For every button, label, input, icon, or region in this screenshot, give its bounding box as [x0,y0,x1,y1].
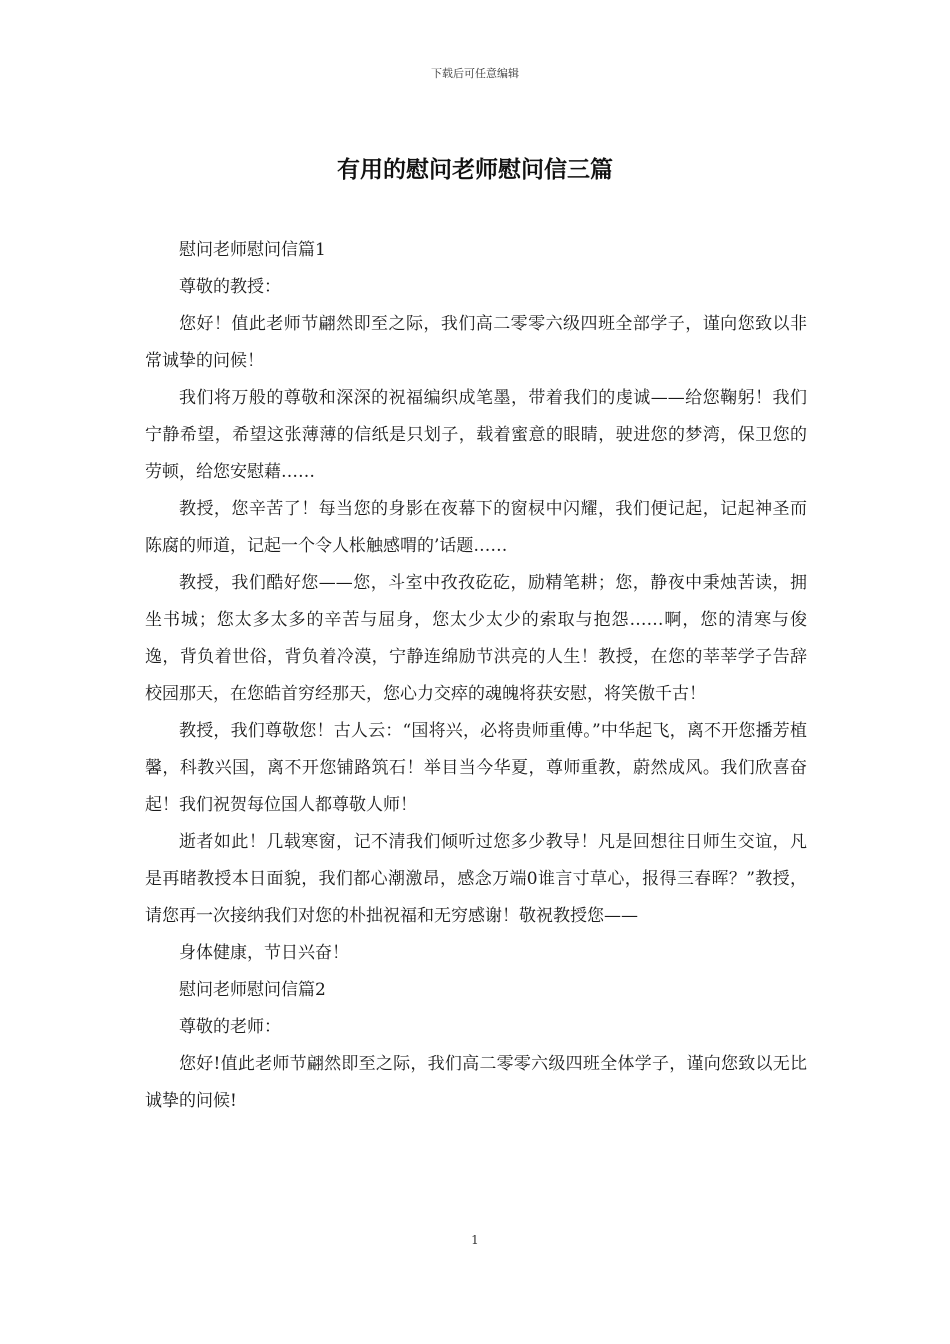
body-paragraph: 您好!值此老师节翩然即至之际，我们高二零零六级四班全体学子，谨向您致以无比诚挚的问候! [145,1054,807,1111]
salutation: 尊敬的教授： [179,277,281,297]
salutation: 尊敬的老师： [179,1017,281,1037]
document-body [145,232,807,1120]
body-paragraph: 教授，您辛苦了！每当您的身影在夜幕下的窗棂中闪耀，我们便记起，记起神圣而陈腐的师道，记起一个令人枨触感喟的’话题…… [145,499,807,556]
body-paragraph: 教授，我们酷好您——您，斗室中孜孜矻矻，励精笔耕；您，静夜中秉烛苦读，拥坐书城；您太多太多的辛苦与屈身，您太少太少的索取与抱怨……啊，您的清寒与俊逸，背负着世俗，背负着冷漠，宁静连绵励节洪亮的人生！教授，在您的莘莘学子告辞校园那天，在您皓首穷经那天，您心力交瘁的魂魄将获安慰，将笑傲千古！ [145,573,807,704]
page-header-note: 下载后可任意编辑 [431,67,519,80]
page-number: 1 [471,1233,479,1247]
section-heading-1: 慰问老师慰问信篇1 [179,240,326,260]
closing-wish: 身体健康，节日兴奋！ [179,943,349,963]
body-paragraph: 逝者如此！几载寒窗，记不清我们倾听过您多少教导！凡是回想往日师生交谊，凡是再睹教授本日面貌，我们都心潮激昂，感念万端0谁言寸草心，报得三春晖？”教授，请您再一次接纳我们对您的朴拙祝福和无穷感谢！敬祝教授您—— [145,832,807,926]
body-paragraph: 您好！值此老师节翩然即至之际，我们高二零零六级四班全部学子，谨向您致以非常诚挚的问候！ [145,314,807,371]
body-paragraph: 教授，我们尊敬您！古人云：“国将兴，必将贵师重傅。”中华起飞，离不开您播芳植馨，科教兴国，离不开您铺路筑石！举目当今华夏，尊师重教，蔚然成风。我们欣喜奋起！我们祝贺每位国人都尊敬人师！ [145,721,807,815]
section-heading-2: 慰问老师慰问信篇2 [179,980,326,1000]
body-paragraph: 我们将万般的尊敬和深深的祝福编织成笔墨，带着我们的虔诚——给您鞠躬！我们宁静希望，希望这张薄薄的信纸是只划子，载着蜜意的眼睛，驶进您的梦湾，保卫您的劳顿，给您安慰藉…… [145,388,807,482]
document-title: 有用的慰问老师慰问信三篇 [337,156,613,183]
